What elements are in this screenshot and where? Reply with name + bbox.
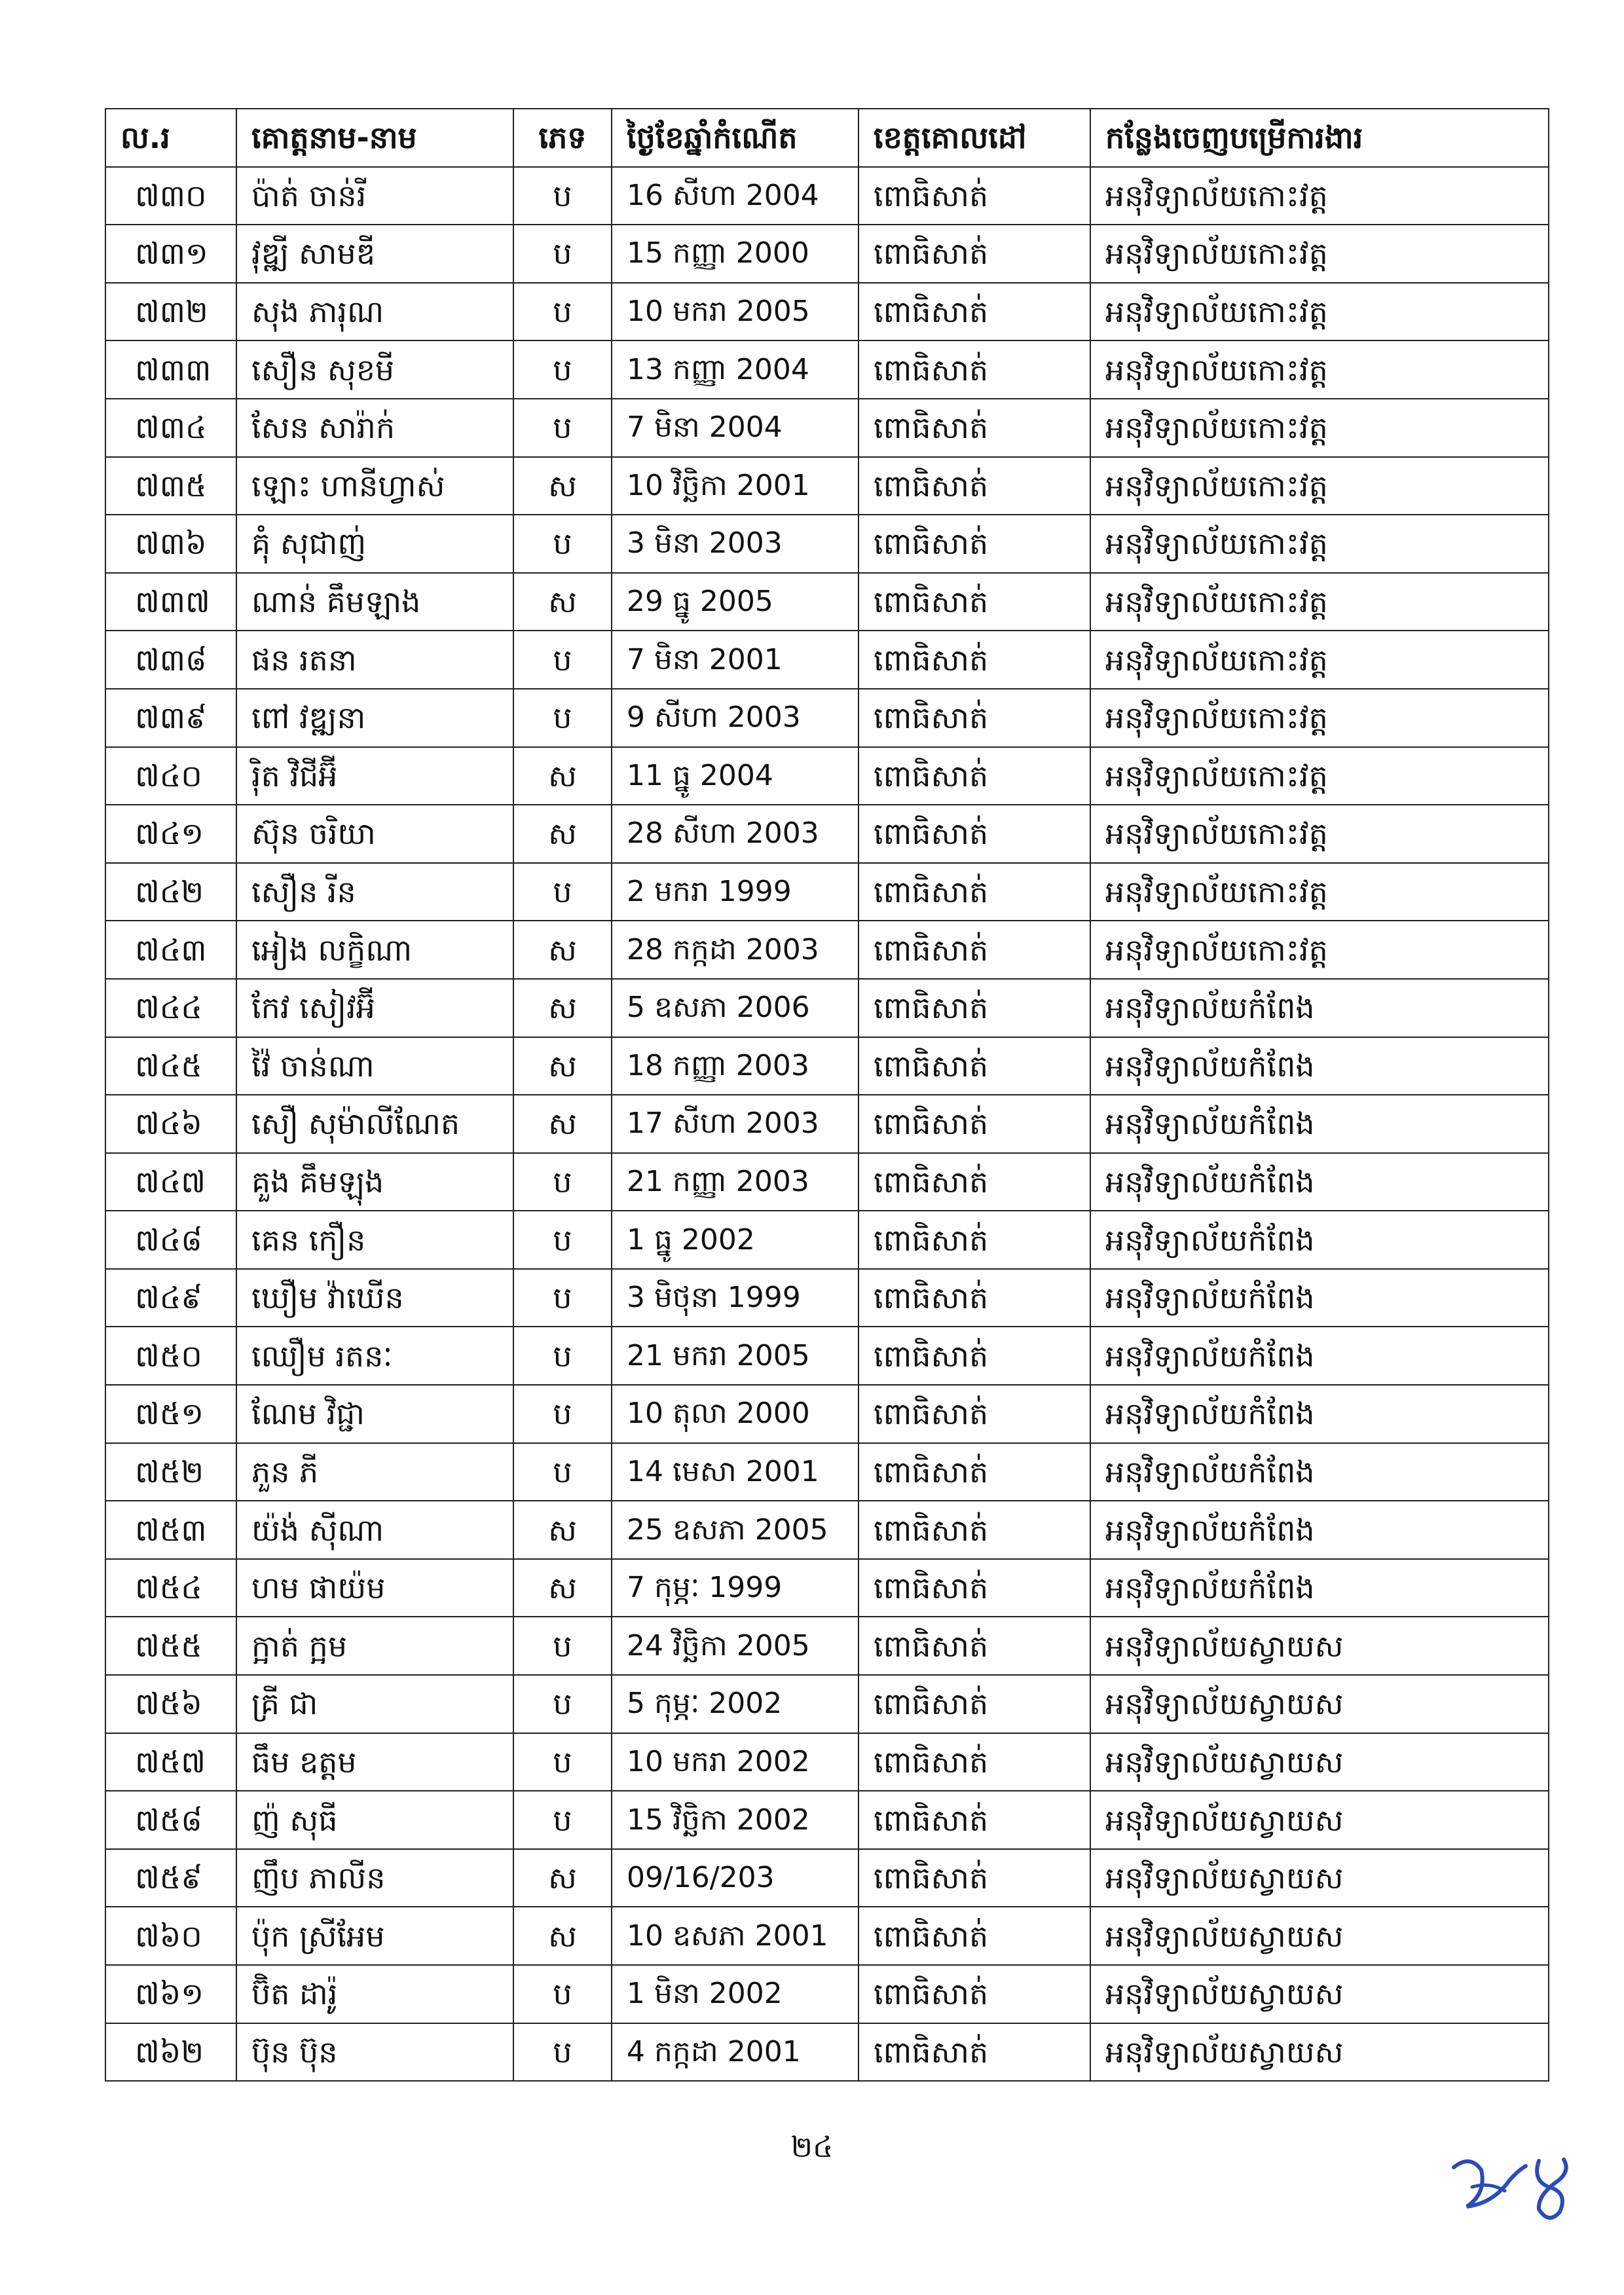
table-row xyxy=(105,1965,1549,2023)
full-name-cell: យ៉ង់ ស៊ីណា xyxy=(236,1501,513,1559)
header-name: គោត្តនាម-នាម xyxy=(236,109,513,167)
header-no: ល.រ xyxy=(105,109,236,167)
target-province-cell: ពោធិសាត់ xyxy=(858,283,1090,341)
row-number-cell: ៧៣១ xyxy=(105,225,236,283)
gender-cell: ស xyxy=(513,805,612,863)
full-name-cell: សែន សារ៉ាក់ xyxy=(236,399,513,457)
target-province-cell: ពោធិសាត់ xyxy=(858,1443,1090,1501)
row-number-cell: ៧៥៤ xyxy=(105,1559,236,1617)
gender-cell: ស xyxy=(513,457,612,515)
target-province-cell: ពោធិសាត់ xyxy=(858,225,1090,283)
workplace-cell: អនុវិទ្យាល័យកោះវត្ត xyxy=(1090,631,1549,689)
date-of-birth-cell: 1 ធ្នូ 2002 xyxy=(612,1211,858,1269)
table-row xyxy=(105,1037,1549,1095)
workplace-cell: អនុវិទ្យាល័យកោះវត្ត xyxy=(1090,515,1549,573)
full-name-cell: ណាន់ គឹមឡាង xyxy=(236,573,513,631)
workplace-cell: អនុវិទ្យាល័យកោះវត្ត xyxy=(1090,167,1549,225)
row-number-cell: ៧៦០ xyxy=(105,1907,236,1965)
date-of-birth-cell: 21 កញ្ញា 2003 xyxy=(612,1153,858,1211)
row-number-cell: ៧៥៦ xyxy=(105,1675,236,1733)
row-number-cell: ៧៣៩ xyxy=(105,689,236,747)
full-name-cell: ឃឿម វ៉ាឃើន xyxy=(236,1269,513,1327)
row-number-cell: ៧៤៦ xyxy=(105,1095,236,1153)
table-row xyxy=(105,1559,1549,1617)
workplace-cell: អនុវិទ្យាល័យកំពែង xyxy=(1090,1095,1549,1153)
workplace-cell: អនុវិទ្យាល័យស្វាយស xyxy=(1090,1907,1549,1965)
full-name-cell: ញឹប ភាលីន xyxy=(236,1849,513,1907)
table-row xyxy=(105,1501,1549,1559)
workplace-cell: អនុវិទ្យាល័យកំពែង xyxy=(1090,1327,1549,1385)
full-name-cell: ប៉ុក ស្រីអែម xyxy=(236,1907,513,1965)
target-province-cell: ពោធិសាត់ xyxy=(858,1559,1090,1617)
target-province-cell: ពោធិសាត់ xyxy=(858,573,1090,631)
gender-cell: ស xyxy=(513,747,612,805)
header-row xyxy=(105,109,1549,167)
target-province-cell: ពោធិសាត់ xyxy=(858,1849,1090,1907)
workplace-cell: អនុវិទ្យាល័យកោះវត្ត xyxy=(1090,921,1549,979)
full-name-cell: ឈឿម រតនៈ xyxy=(236,1327,513,1385)
gender-cell: ប xyxy=(513,863,612,921)
full-name-cell: ស៊ុន ចរិយា xyxy=(236,805,513,863)
workplace-cell: អនុវិទ្យាល័យកោះវត្ត xyxy=(1090,457,1549,515)
target-province-cell: ពោធិសាត់ xyxy=(858,1153,1090,1211)
date-of-birth-cell: 09/16/203 xyxy=(612,1849,858,1907)
row-number-cell: ៧៤០ xyxy=(105,747,236,805)
workplace-cell: អនុវិទ្យាល័យកំពែង xyxy=(1090,979,1549,1037)
date-of-birth-cell: 1 មិនា 2002 xyxy=(612,1965,858,2023)
gender-cell: ស xyxy=(513,573,612,631)
full-name-cell: ភួន ភី xyxy=(236,1443,513,1501)
full-name-cell: វុឌ្ឍី សាមឌី xyxy=(236,225,513,283)
gender-cell: ស xyxy=(513,979,612,1037)
full-name-cell: ផន រតនា xyxy=(236,631,513,689)
date-of-birth-cell: 10 តុលា 2000 xyxy=(612,1385,858,1443)
table-row xyxy=(105,921,1549,979)
row-number-cell: ៧៤១ xyxy=(105,805,236,863)
table-row xyxy=(105,1327,1549,1385)
header-dob: ថ្ងៃខែឆ្នាំកំណើត xyxy=(612,109,858,167)
table-row xyxy=(105,225,1549,283)
table-row xyxy=(105,1211,1549,1269)
gender-cell: ប xyxy=(513,1385,612,1443)
gender-cell: ស xyxy=(513,1559,612,1617)
target-province-cell: ពោធិសាត់ xyxy=(858,340,1090,399)
target-province-cell: ពោធិសាត់ xyxy=(858,1327,1090,1385)
table-row xyxy=(105,747,1549,805)
date-of-birth-cell: 11 ធ្នូ 2004 xyxy=(612,747,858,805)
row-number-cell: ៧៣០ xyxy=(105,167,236,225)
target-province-cell: ពោធិសាត់ xyxy=(858,1095,1090,1153)
row-number-cell: ៧៥២ xyxy=(105,1443,236,1501)
table-row xyxy=(105,1849,1549,1907)
signature-icon xyxy=(1441,2141,1585,2226)
workplace-cell: អនុវិទ្យាល័យកោះវត្ត xyxy=(1090,747,1549,805)
page-number: ២៤ xyxy=(790,2131,834,2164)
gender-cell: ស xyxy=(513,921,612,979)
target-province-cell: ពោធិសាត់ xyxy=(858,921,1090,979)
full-name-cell: គេន កឿន xyxy=(236,1211,513,1269)
row-number-cell: ៧៤៧ xyxy=(105,1153,236,1211)
date-of-birth-cell: 13 កញ្ញា 2004 xyxy=(612,340,858,399)
gender-cell: ប xyxy=(513,1327,612,1385)
row-number-cell: ៧៤៩ xyxy=(105,1269,236,1327)
table-row xyxy=(105,1385,1549,1443)
table-row xyxy=(105,167,1549,225)
row-number-cell: ៧៤៨ xyxy=(105,1211,236,1269)
workplace-cell: អនុវិទ្យាល័យកំពែង xyxy=(1090,1037,1549,1095)
date-of-birth-cell: 21 មករា 2005 xyxy=(612,1327,858,1385)
date-of-birth-cell: 2 មករា 1999 xyxy=(612,863,858,921)
full-name-cell: ក្អាត់ ក្អម xyxy=(236,1617,513,1675)
table-row xyxy=(105,979,1549,1037)
workplace-cell: អនុវិទ្យាល័យស្វាយស xyxy=(1090,1965,1549,2023)
workplace-cell: អនុវិទ្យាល័យកំពែង xyxy=(1090,1211,1549,1269)
row-number-cell: ៧៥០ xyxy=(105,1327,236,1385)
full-name-cell: សឿន រីន xyxy=(236,863,513,921)
date-of-birth-cell: 25 ឧសភា 2005 xyxy=(612,1501,858,1559)
full-name-cell: ប៉ាត់ ចាន់រី xyxy=(236,167,513,225)
workplace-cell: អនុវិទ្យាល័យស្វាយស xyxy=(1090,1675,1549,1733)
date-of-birth-cell: 14 មេសា 2001 xyxy=(612,1443,858,1501)
date-of-birth-cell: 10 ឧសភា 2001 xyxy=(612,1907,858,1965)
gender-cell: ប xyxy=(513,689,612,747)
target-province-cell: ពោធិសាត់ xyxy=(858,399,1090,457)
row-number-cell: ៧៥៧ xyxy=(105,1733,236,1791)
row-number-cell: ៧៣៧ xyxy=(105,573,236,631)
gender-cell: ប xyxy=(513,1269,612,1327)
gender-cell: ប xyxy=(513,1211,612,1269)
date-of-birth-cell: 10 វិច្ឆិកា 2001 xyxy=(612,457,858,515)
date-of-birth-cell: 5 កុម្ភៈ 2002 xyxy=(612,1675,858,1733)
workplace-cell: អនុវិទ្យាល័យស្វាយស xyxy=(1090,2023,1549,2082)
table-row xyxy=(105,1907,1549,1965)
workplace-cell: អនុវិទ្យាល័យស្វាយស xyxy=(1090,1849,1549,1907)
table-row xyxy=(105,1675,1549,1733)
full-name-cell: រ៉ិត វិជីអ៊ី xyxy=(236,747,513,805)
gender-cell: ស xyxy=(513,1037,612,1095)
date-of-birth-cell: 18 កញ្ញា 2003 xyxy=(612,1037,858,1095)
table-row xyxy=(105,2023,1549,2082)
table-row xyxy=(105,631,1549,689)
table-row xyxy=(105,1443,1549,1501)
target-province-cell: ពោធិសាត់ xyxy=(858,689,1090,747)
target-province-cell: ពោធិសាត់ xyxy=(858,747,1090,805)
gender-cell: ស xyxy=(513,1095,612,1153)
gender-cell: ប xyxy=(513,631,612,689)
workplace-cell: អនុវិទ្យាល័យកំពែង xyxy=(1090,1559,1549,1617)
header-province: ខេត្តគោលដៅ xyxy=(858,109,1090,167)
table-row xyxy=(105,399,1549,457)
full-name-cell: ពៅ វឌ្ឍនា xyxy=(236,689,513,747)
gender-cell: ប xyxy=(513,1675,612,1733)
workplace-cell: អនុវិទ្យាល័យស្វាយស xyxy=(1090,1617,1549,1675)
full-name-cell: ញ៉ សុធី xyxy=(236,1791,513,1849)
workplace-cell: អនុវិទ្យាល័យកោះវត្ត xyxy=(1090,805,1549,863)
date-of-birth-cell: 16 សីហា 2004 xyxy=(612,167,858,225)
target-province-cell: ពោធិសាត់ xyxy=(858,1269,1090,1327)
workplace-cell: អនុវិទ្យាល័យកំពែង xyxy=(1090,1153,1549,1211)
target-province-cell: ពោធិសាត់ xyxy=(858,1907,1090,1965)
date-of-birth-cell: 15 វិច្ឆិកា 2002 xyxy=(612,1791,858,1849)
full-name-cell: ហម ផាយ៉ម xyxy=(236,1559,513,1617)
gender-cell: ស xyxy=(513,1501,612,1559)
date-of-birth-cell: 17 សីហា 2003 xyxy=(612,1095,858,1153)
full-name-cell: សុង ភារុណ xyxy=(236,283,513,341)
target-province-cell: ពោធិសាត់ xyxy=(858,2023,1090,2082)
row-number-cell: ៧៦១ xyxy=(105,1965,236,2023)
table-row xyxy=(105,1095,1549,1153)
target-province-cell: ពោធិសាត់ xyxy=(858,1965,1090,2023)
full-name-cell: ធឹម ឧត្តម xyxy=(236,1733,513,1791)
gender-cell: ប xyxy=(513,225,612,283)
date-of-birth-cell: 10 មករា 2005 xyxy=(612,283,858,341)
gender-cell: ប xyxy=(513,515,612,573)
target-province-cell: ពោធិសាត់ xyxy=(858,1675,1090,1733)
gender-cell: ប xyxy=(513,2023,612,2082)
header-gender: ភេទ xyxy=(513,109,612,167)
target-province-cell: ពោធិសាត់ xyxy=(858,1385,1090,1443)
gender-cell: ប xyxy=(513,167,612,225)
workplace-cell: អនុវិទ្យាល័យកំពែង xyxy=(1090,1443,1549,1501)
date-of-birth-cell: 10 មករា 2002 xyxy=(612,1733,858,1791)
full-name-cell: ណែម វិជ្ជា xyxy=(236,1385,513,1443)
date-of-birth-cell: 7 មិនា 2001 xyxy=(612,631,858,689)
row-number-cell: ៧៥៣ xyxy=(105,1501,236,1559)
row-number-cell: ៧៦២ xyxy=(105,2023,236,2082)
row-number-cell: ៧៣៤ xyxy=(105,399,236,457)
full-name-cell: កែវ សៀវអ៊ី xyxy=(236,979,513,1037)
row-number-cell: ៧៣៦ xyxy=(105,515,236,573)
target-province-cell: ពោធិសាត់ xyxy=(858,863,1090,921)
workplace-cell: អនុវិទ្យាល័យកំពែង xyxy=(1090,1269,1549,1327)
workplace-cell: អនុវិទ្យាល័យកំពែង xyxy=(1090,1501,1549,1559)
table-row xyxy=(105,863,1549,921)
full-name-cell: គ្រី ជា xyxy=(236,1675,513,1733)
workplace-cell: អនុវិទ្យាល័យកោះវត្ត xyxy=(1090,399,1549,457)
workplace-cell: អនុវិទ្យាល័យកោះវត្ត xyxy=(1090,283,1549,341)
target-province-cell: ពោធិសាត់ xyxy=(858,805,1090,863)
date-of-birth-cell: 5 ឧសភា 2006 xyxy=(612,979,858,1037)
row-number-cell: ៧៤៤ xyxy=(105,979,236,1037)
row-number-cell: ៧៣៨ xyxy=(105,631,236,689)
date-of-birth-cell: 28 កក្កដា 2003 xyxy=(612,921,858,979)
row-number-cell: ៧៣៣ xyxy=(105,340,236,399)
table-row xyxy=(105,1269,1549,1327)
date-of-birth-cell: 15 កញ្ញា 2000 xyxy=(612,225,858,283)
target-province-cell: ពោធិសាត់ xyxy=(858,515,1090,573)
row-number-cell: ៧៤២ xyxy=(105,863,236,921)
table-row xyxy=(105,689,1549,747)
date-of-birth-cell: 24 វិច្ឆិកា 2005 xyxy=(612,1617,858,1675)
row-number-cell: ៧៥៨ xyxy=(105,1791,236,1849)
row-number-cell: ៧៤៣ xyxy=(105,921,236,979)
gender-cell: ប xyxy=(513,399,612,457)
target-province-cell: ពោធិសាត់ xyxy=(858,1211,1090,1269)
table-row xyxy=(105,1733,1549,1791)
table-row xyxy=(105,1153,1549,1211)
workplace-cell: អនុវិទ្យាល័យស្វាយស xyxy=(1090,1791,1549,1849)
workplace-cell: អនុវិទ្យាល័យកោះវត្ត xyxy=(1090,225,1549,283)
row-number-cell: ៧៤៥ xyxy=(105,1037,236,1095)
table-row xyxy=(105,340,1549,399)
gender-cell: ប xyxy=(513,340,612,399)
target-province-cell: ពោធិសាត់ xyxy=(858,1501,1090,1559)
target-province-cell: ពោធិសាត់ xyxy=(858,1617,1090,1675)
target-province-cell: ពោធិសាត់ xyxy=(858,167,1090,225)
workplace-cell: អនុវិទ្យាល័យកោះវត្ត xyxy=(1090,340,1549,399)
date-of-birth-cell: 9 សីហា 2003 xyxy=(612,689,858,747)
row-number-cell: ៧៥១ xyxy=(105,1385,236,1443)
table-row xyxy=(105,1617,1549,1675)
table-row xyxy=(105,283,1549,341)
date-of-birth-cell: 4 កក្កដា 2001 xyxy=(612,2023,858,2082)
gender-cell: ប xyxy=(513,1791,612,1849)
table-row xyxy=(105,515,1549,573)
workplace-cell: អនុវិទ្យាល័យកោះវត្ត xyxy=(1090,573,1549,631)
gender-cell: ស xyxy=(513,1907,612,1965)
table-row xyxy=(105,1791,1549,1849)
full-name-cell: ប៊ិត ដារ៉ូ xyxy=(236,1965,513,2023)
workplace-cell: អនុវិទ្យាល័យកោះវត្ត xyxy=(1090,863,1549,921)
workplace-cell: អនុវិទ្យាល័យកំពែង xyxy=(1090,1385,1549,1443)
gender-cell: ប xyxy=(513,1153,612,1211)
full-name-cell: ប៊ុន ប៊ុន xyxy=(236,2023,513,2082)
date-of-birth-cell: 29 ធ្នូ 2005 xyxy=(612,573,858,631)
gender-cell: ប xyxy=(513,283,612,341)
target-province-cell: ពោធិសាត់ xyxy=(858,1733,1090,1791)
workplace-cell: អនុវិទ្យាល័យកោះវត្ត xyxy=(1090,689,1549,747)
workplace-cell: អនុវិទ្យាល័យស្វាយស xyxy=(1090,1733,1549,1791)
gender-cell: ប xyxy=(513,1617,612,1675)
gender-cell: ប xyxy=(513,1733,612,1791)
date-of-birth-cell: 7 កុម្ភៈ 1999 xyxy=(612,1559,858,1617)
row-number-cell: ៧៥៩ xyxy=(105,1849,236,1907)
row-number-cell: ៧៣២ xyxy=(105,283,236,341)
target-province-cell: ពោធិសាត់ xyxy=(858,979,1090,1037)
table-row xyxy=(105,573,1549,631)
target-province-cell: ពោធិសាត់ xyxy=(858,1791,1090,1849)
target-province-cell: ពោធិសាត់ xyxy=(858,457,1090,515)
full-name-cell: ឡោះ ហានីហ្វាស់ xyxy=(236,457,513,515)
table-row xyxy=(105,457,1549,515)
full-name-cell: អៀង លក្ខិណា xyxy=(236,921,513,979)
full-name-cell: សឿន សុខមី xyxy=(236,340,513,399)
gender-cell: ប xyxy=(513,1443,612,1501)
target-province-cell: ពោធិសាត់ xyxy=(858,1037,1090,1095)
date-of-birth-cell: 3 មិថុនា 1999 xyxy=(612,1269,858,1327)
table-row xyxy=(105,805,1549,863)
row-number-cell: ៧៣៥ xyxy=(105,457,236,515)
signature-stroke-3 xyxy=(1537,2159,1566,2218)
date-of-birth-cell: 7 មិនា 2004 xyxy=(612,399,858,457)
header-workplace: កន្លែងចេញបម្រើការងារ xyxy=(1090,109,1549,167)
personnel-table xyxy=(105,108,1549,2082)
full-name-cell: គួង គឹមឡុង xyxy=(236,1153,513,1211)
date-of-birth-cell: 3 មិនា 2003 xyxy=(612,515,858,573)
table-body xyxy=(105,167,1549,2082)
gender-cell: ប xyxy=(513,1965,612,2023)
gender-cell: ស xyxy=(513,1849,612,1907)
target-province-cell: ពោធិសាត់ xyxy=(858,631,1090,689)
full-name-cell: គុំ សុជាញ់ xyxy=(236,515,513,573)
full-name-cell: វ៉ៃ ចាន់ណា xyxy=(236,1037,513,1095)
date-of-birth-cell: 28 សីហា 2003 xyxy=(612,805,858,863)
row-number-cell: ៧៥៥ xyxy=(105,1617,236,1675)
full-name-cell: សឿ សុម៉ាលីណែត xyxy=(236,1095,513,1153)
signature-stroke-2 xyxy=(1472,2185,1505,2191)
